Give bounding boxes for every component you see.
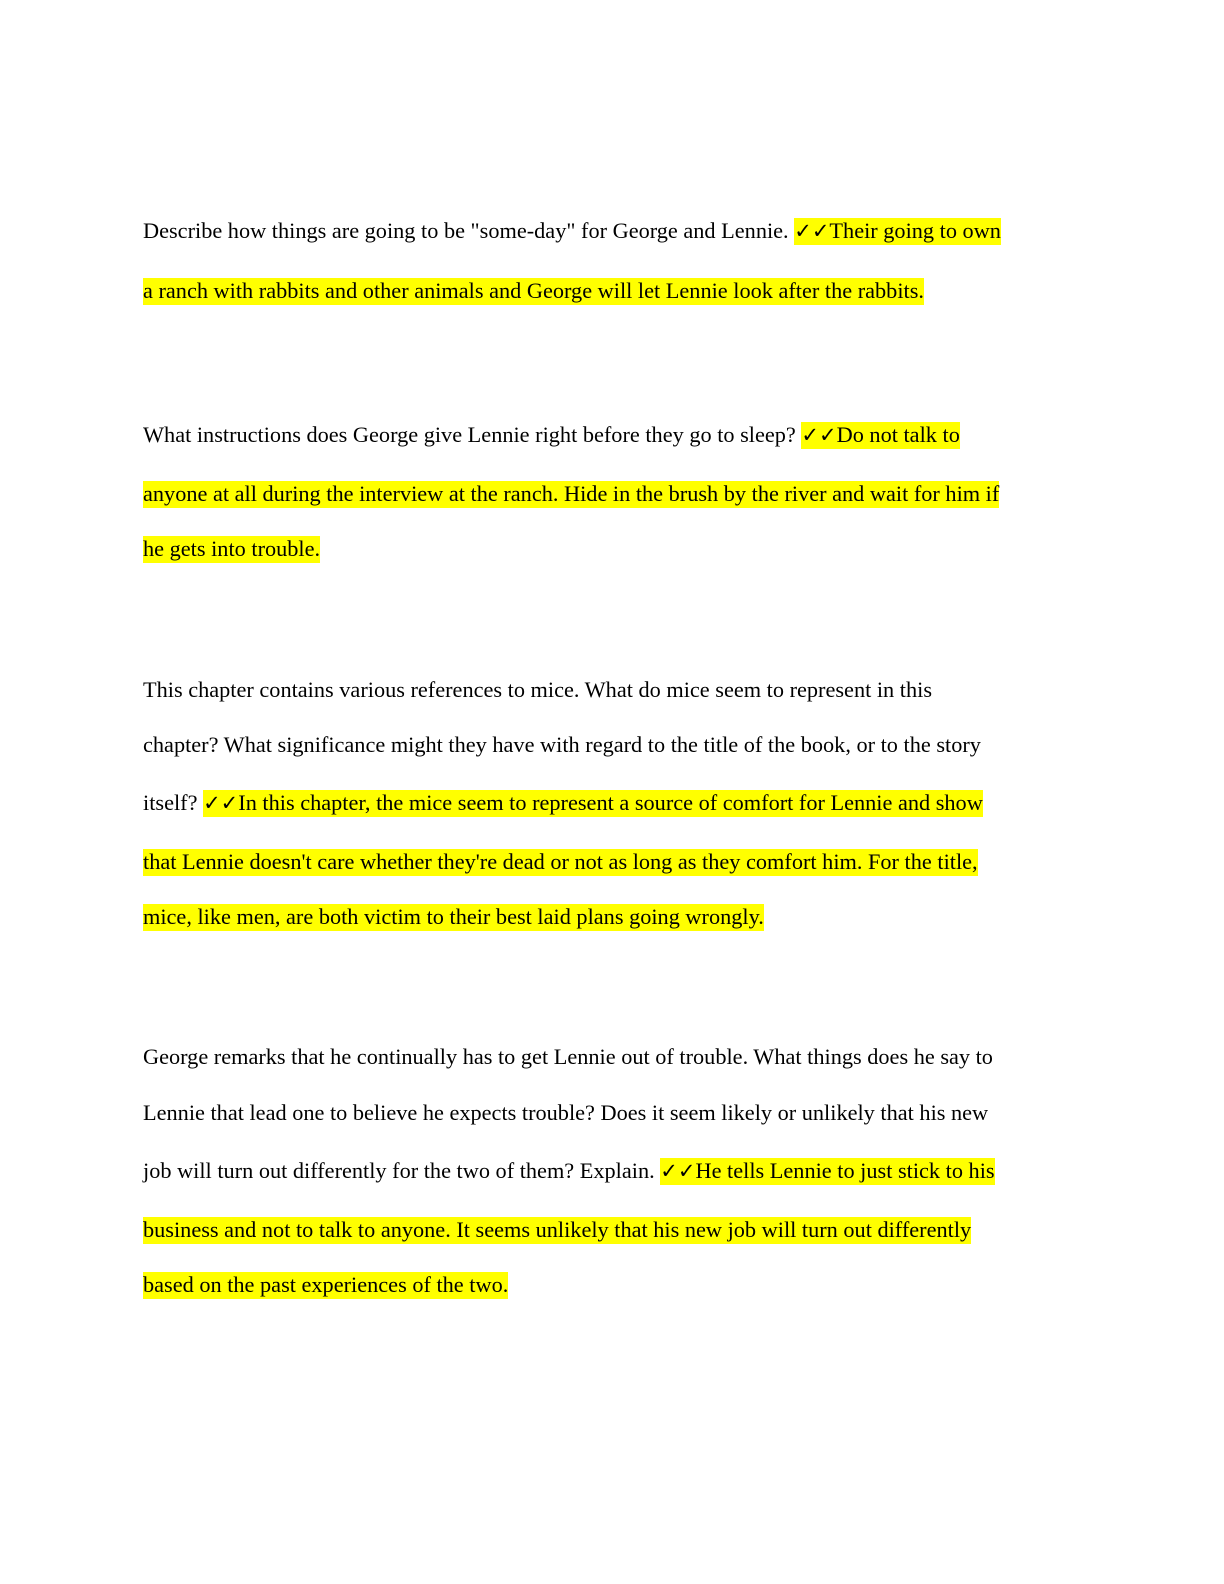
question-4-line-1 <box>143 1040 993 1074</box>
question-4-line-2 <box>143 1096 988 1130</box>
checkmark-icon: ✓✓ <box>660 1159 696 1183</box>
answer-3-highlight <box>203 790 983 817</box>
question-3-text: chapter? What significance might they have with regard to the title of the book, or to the story <box>143 732 981 757</box>
checkmark-icon: ✓✓ <box>794 219 830 243</box>
answer-3-line-3 <box>143 900 764 934</box>
question-4-text: job will turn out differently for the two of them? Explain. <box>143 1158 661 1183</box>
question-4-line-3 <box>143 1154 995 1188</box>
question-2-text: What instructions does George give Lennie right before they go to sleep? <box>143 422 802 447</box>
question-3-text: itself? <box>143 790 204 815</box>
question-3-line-3 <box>143 786 983 820</box>
answer-4-text: business and not to talk to anyone. It seems unlikely that his new job will turn out differently <box>143 1217 972 1242</box>
answer-2-highlight <box>801 422 959 449</box>
answer-1-line-2 <box>143 274 924 308</box>
question-1-line-1 <box>143 214 1001 248</box>
answer-4-text: based on the past experiences of the two. <box>143 1272 509 1297</box>
answer-3-text: mice, like men, are both victim to their best laid plans going wrongly. <box>143 904 764 929</box>
question-3-line-2 <box>143 728 981 762</box>
answer-2-line-2 <box>143 477 999 511</box>
question-3-text: This chapter contains various references to mice. What do mice seem to represent in this <box>143 677 932 702</box>
question-1-text: Describe how things are going to be "some-day" for George and Lennie. <box>143 218 795 243</box>
question-4-text: George remarks that he continually has to get Lennie out of trouble. What things does he say to <box>143 1044 993 1069</box>
question-4-text: Lennie that lead one to believe he expects trouble? Does it seem likely or unlikely that his new <box>143 1100 989 1125</box>
answer-2-line-3 <box>143 532 320 566</box>
answer-4-highlight <box>660 1158 994 1185</box>
answer-1-text: a ranch with rabbits and other animals and George will let Lennie look after the rabbits. <box>143 278 924 303</box>
answer-1-text: Their going to own <box>829 218 1001 243</box>
question-3-line-1 <box>143 673 932 707</box>
question-2-line-1 <box>143 418 960 452</box>
answer-3-text: In this chapter, the mice seem to represent a source of comfort for Lennie and show <box>238 790 983 815</box>
answer-4-line-3 <box>143 1268 508 1302</box>
answer-3-line-2 <box>143 845 978 879</box>
checkmark-icon: ✓✓ <box>203 791 239 815</box>
answer-3-text: that Lennie doesn't care whether they're dead or not as long as they comfort him. For the title, <box>143 849 978 874</box>
checkmark-icon: ✓✓ <box>801 423 837 447</box>
answer-4-line-2 <box>143 1213 971 1247</box>
answer-4-text: He tells Lennie to just stick to his <box>695 1158 995 1183</box>
answer-2-text: he gets into trouble. <box>143 536 321 561</box>
answer-2-text: Do not talk to <box>836 422 960 447</box>
answer-2-text: anyone at all during the interview at the ranch. Hide in the brush by the river and wait for him if <box>143 481 1000 506</box>
answer-1-highlight <box>794 218 1001 245</box>
